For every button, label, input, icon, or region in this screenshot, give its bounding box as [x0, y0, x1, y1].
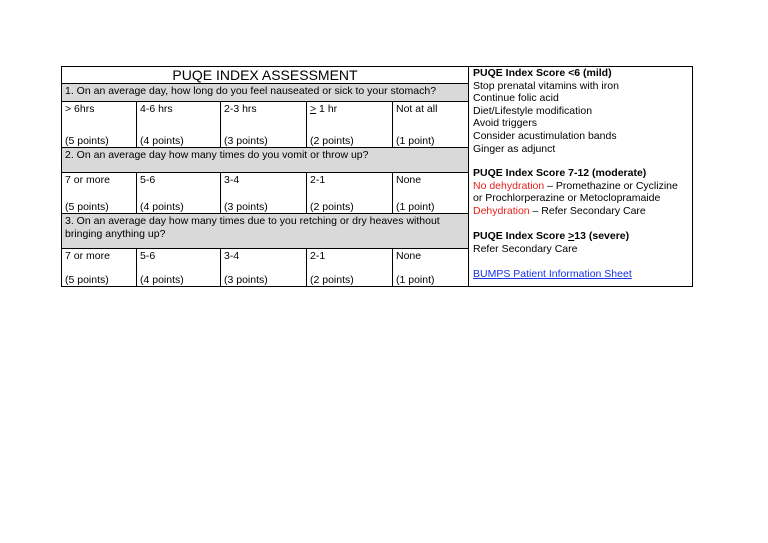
mild-heading: PUQE Index Score <6 (mild) [473, 67, 612, 79]
ge-symbol: > [568, 230, 575, 242]
guidance-panel [469, 67, 692, 286]
no-dehydration-text: – Promethazine or Cyclizine [544, 179, 678, 192]
answer-option[interactable] [62, 249, 136, 286]
question-1: 1. On an average day, how long do you feel nauseated or sick to your stomach? [62, 83, 468, 102]
answer-row-1 [62, 102, 468, 147]
answer-option[interactable] [306, 249, 392, 286]
assessment-table [62, 67, 469, 286]
mild-line: Consider acustimulation bands [473, 130, 617, 142]
dehydration-line [473, 205, 691, 218]
answer-label: None [396, 250, 422, 262]
answer-points: (3 points) [224, 201, 268, 213]
answer-label: Not at all [396, 103, 438, 115]
answer-points: (4 points) [140, 201, 184, 213]
answer-points: (4 points) [140, 274, 184, 286]
dehydration-label: Dehydration [473, 204, 530, 217]
question-2: 2. On an average day how many times do you vomit or throw up? [62, 147, 468, 173]
answer-points: (5 points) [65, 274, 109, 286]
severe-heading-rest: 13 (severe) [574, 230, 630, 242]
answer-option[interactable] [306, 173, 392, 213]
answer-points: (2 points) [310, 274, 354, 286]
answer-option[interactable] [220, 249, 306, 286]
puqe-document [61, 66, 693, 287]
answer-label: 3-4 [224, 174, 240, 186]
answer-label: 2-3 hrs [224, 103, 257, 115]
answer-label: None [396, 174, 422, 186]
answer-option[interactable] [136, 102, 220, 147]
answer-label: 7 or more [65, 174, 110, 186]
answer-points: (2 points) [310, 135, 354, 147]
answer-row-3 [62, 249, 468, 286]
answer-points: (3 points) [224, 135, 268, 147]
severe-line: Refer Secondary Care [473, 242, 578, 255]
answer-option[interactable] [220, 102, 306, 147]
answer-points: (1 point) [396, 135, 435, 147]
mild-line: Continue folic acid [473, 92, 559, 105]
severe-heading [473, 230, 691, 243]
answer-label: 7 or more [65, 250, 110, 262]
severe-heading-prefix: PUQE Index Score [473, 230, 569, 242]
answer-points: (5 points) [65, 135, 109, 147]
page-title: PUQE INDEX ASSESSMENT [172, 67, 358, 83]
question-3: 3. On an average day how many times due to you retching or dry heaves without bringing anything up? [62, 213, 468, 249]
answer-points: (4 points) [140, 135, 184, 147]
answer-row-2 [62, 173, 468, 213]
no-dehydration-line [473, 180, 691, 193]
mild-line: Stop prenatal vitamins with iron [473, 79, 619, 92]
answer-label: 5-6 [140, 174, 156, 186]
moderate-heading: PUQE Index Score 7-12 (moderate) [473, 167, 647, 179]
answer-label: 2-1 [310, 250, 326, 262]
mild-line: Diet/Lifestyle modification [473, 104, 593, 117]
answer-label [310, 103, 337, 115]
answer-option[interactable] [392, 102, 468, 147]
answer-points: (2 points) [310, 201, 354, 213]
answer-label: 4-6 hrs [140, 103, 173, 115]
answer-option[interactable] [62, 102, 136, 147]
answer-points: (5 points) [65, 201, 109, 213]
answer-option[interactable] [392, 249, 468, 286]
answer-option[interactable] [220, 173, 306, 213]
answer-option[interactable] [62, 173, 136, 213]
mild-line: Ginger as adjunct [473, 142, 556, 155]
answer-points: (3 points) [224, 274, 268, 286]
answer-option[interactable] [306, 102, 392, 147]
answer-label: 3-4 [224, 250, 240, 262]
answer-option[interactable] [136, 173, 220, 213]
answer-points: (1 point) [396, 201, 435, 213]
answer-label-rest: 1 hr [316, 103, 338, 115]
answer-label: > 6hrs [65, 103, 95, 115]
answer-label: 2-1 [310, 174, 326, 186]
dehydration-text: – Refer Secondary Care [529, 204, 646, 217]
answer-label: 5-6 [140, 250, 156, 262]
answer-option[interactable] [392, 173, 468, 213]
bumps-info-link[interactable]: BUMPS Patient Information Sheet [473, 267, 632, 280]
no-dehydration-cont: or Prochlorperazine or Metoclopramaide [473, 192, 661, 205]
no-dehydration-label: No dehydration [473, 179, 545, 192]
mild-line: Avoid triggers [473, 117, 538, 130]
answer-points: (1 point) [396, 274, 435, 286]
ge-symbol: > [310, 103, 317, 115]
answer-option[interactable] [136, 249, 220, 286]
